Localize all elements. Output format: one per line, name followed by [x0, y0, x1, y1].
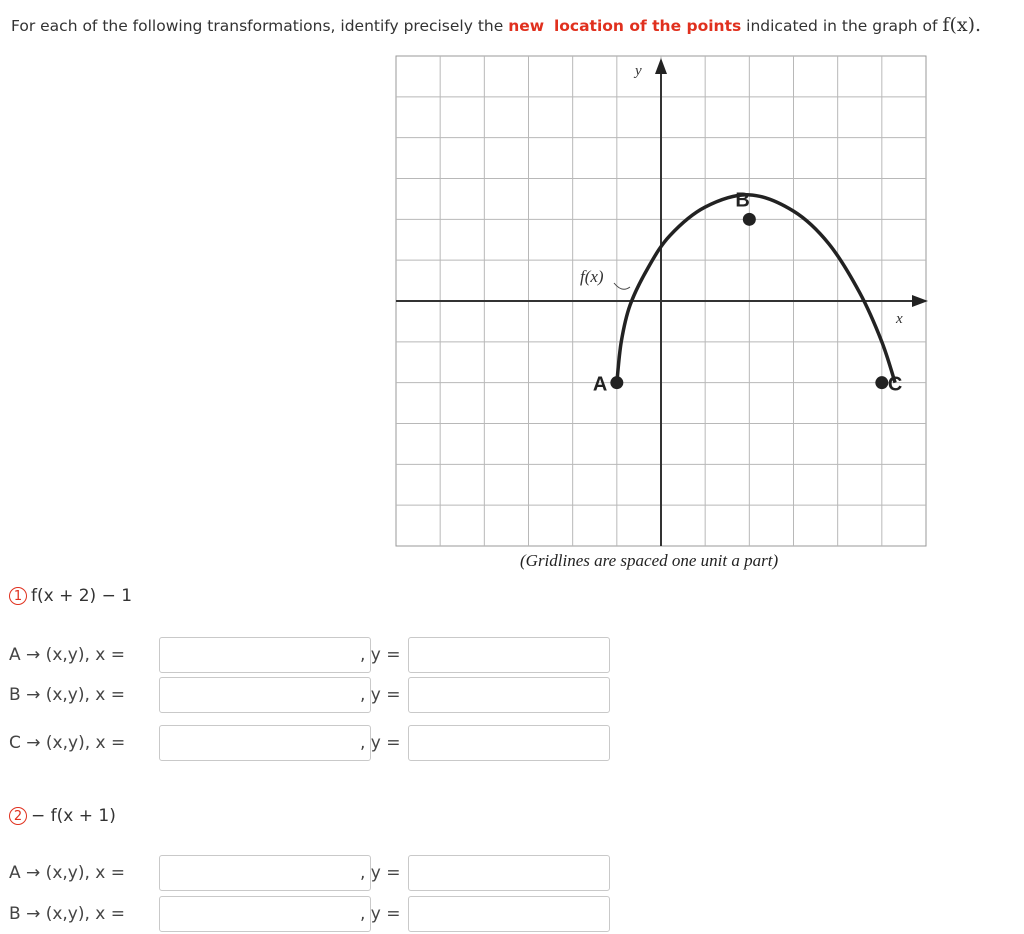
- instructions-text: For each of the following transformations, identify precisely the: [11, 17, 509, 35]
- x-input[interactable]: [159, 637, 371, 673]
- y-axis-label: y: [635, 63, 642, 79]
- row-label: B → (x,y), x =: [9, 904, 126, 924]
- point-c-label: C: [887, 373, 903, 396]
- row-label: C → (x,y), x =: [9, 733, 126, 753]
- y-input[interactable]: [408, 896, 610, 932]
- problem-1-row-a: [9, 637, 629, 675]
- problem-2-row-b: [9, 896, 629, 934]
- y-input[interactable]: [408, 677, 610, 713]
- y-label: , y =: [360, 685, 401, 705]
- problem-1-number: 1: [9, 587, 27, 605]
- point-b-marker: [743, 213, 756, 226]
- function-curve: [617, 195, 895, 383]
- instructions-text-end: indicated in the graph of: [741, 17, 943, 35]
- y-input[interactable]: [408, 855, 610, 891]
- y-input[interactable]: [408, 725, 610, 761]
- x-input[interactable]: [159, 855, 371, 891]
- y-axis-arrow: [655, 58, 667, 74]
- function-label: f(x): [580, 267, 604, 286]
- y-label: , y =: [360, 863, 401, 883]
- x-input[interactable]: [159, 677, 371, 713]
- problem-2-row-a: [9, 855, 629, 893]
- x-input[interactable]: [159, 725, 371, 761]
- point-c-marker: [875, 376, 888, 389]
- problem-1-expression: f(x + 2) − 1: [31, 586, 133, 606]
- y-label: , y =: [360, 733, 401, 753]
- problem-1-row-c: [9, 725, 629, 763]
- row-label: A → (x,y), x =: [9, 645, 125, 665]
- problem-2-header: [9, 806, 116, 826]
- highlight-location: location of the points: [553, 17, 742, 35]
- y-label: , y =: [360, 904, 401, 924]
- graph-caption: (Gridlines are spaced one unit a part): [520, 551, 779, 570]
- x-input[interactable]: [159, 896, 371, 932]
- function-name: f(x).: [942, 14, 982, 36]
- x-axis-label: x: [896, 311, 903, 327]
- problem-2-expression: − f(x + 1): [31, 806, 116, 826]
- highlight-new: new: [508, 17, 545, 35]
- problem-1-row-b: [9, 677, 629, 715]
- row-label: B → (x,y), x =: [9, 685, 126, 705]
- problem-1-header: [9, 586, 132, 606]
- point-b-label: B: [735, 189, 750, 212]
- y-label: , y =: [360, 645, 401, 665]
- point-a-label: A: [592, 373, 608, 396]
- row-label: A → (x,y), x =: [9, 863, 125, 883]
- y-input[interactable]: [408, 637, 610, 673]
- axes: [396, 58, 928, 546]
- point-a-marker: [610, 376, 623, 389]
- problem-2-number: 2: [9, 807, 27, 825]
- points-layer: [593, 189, 902, 395]
